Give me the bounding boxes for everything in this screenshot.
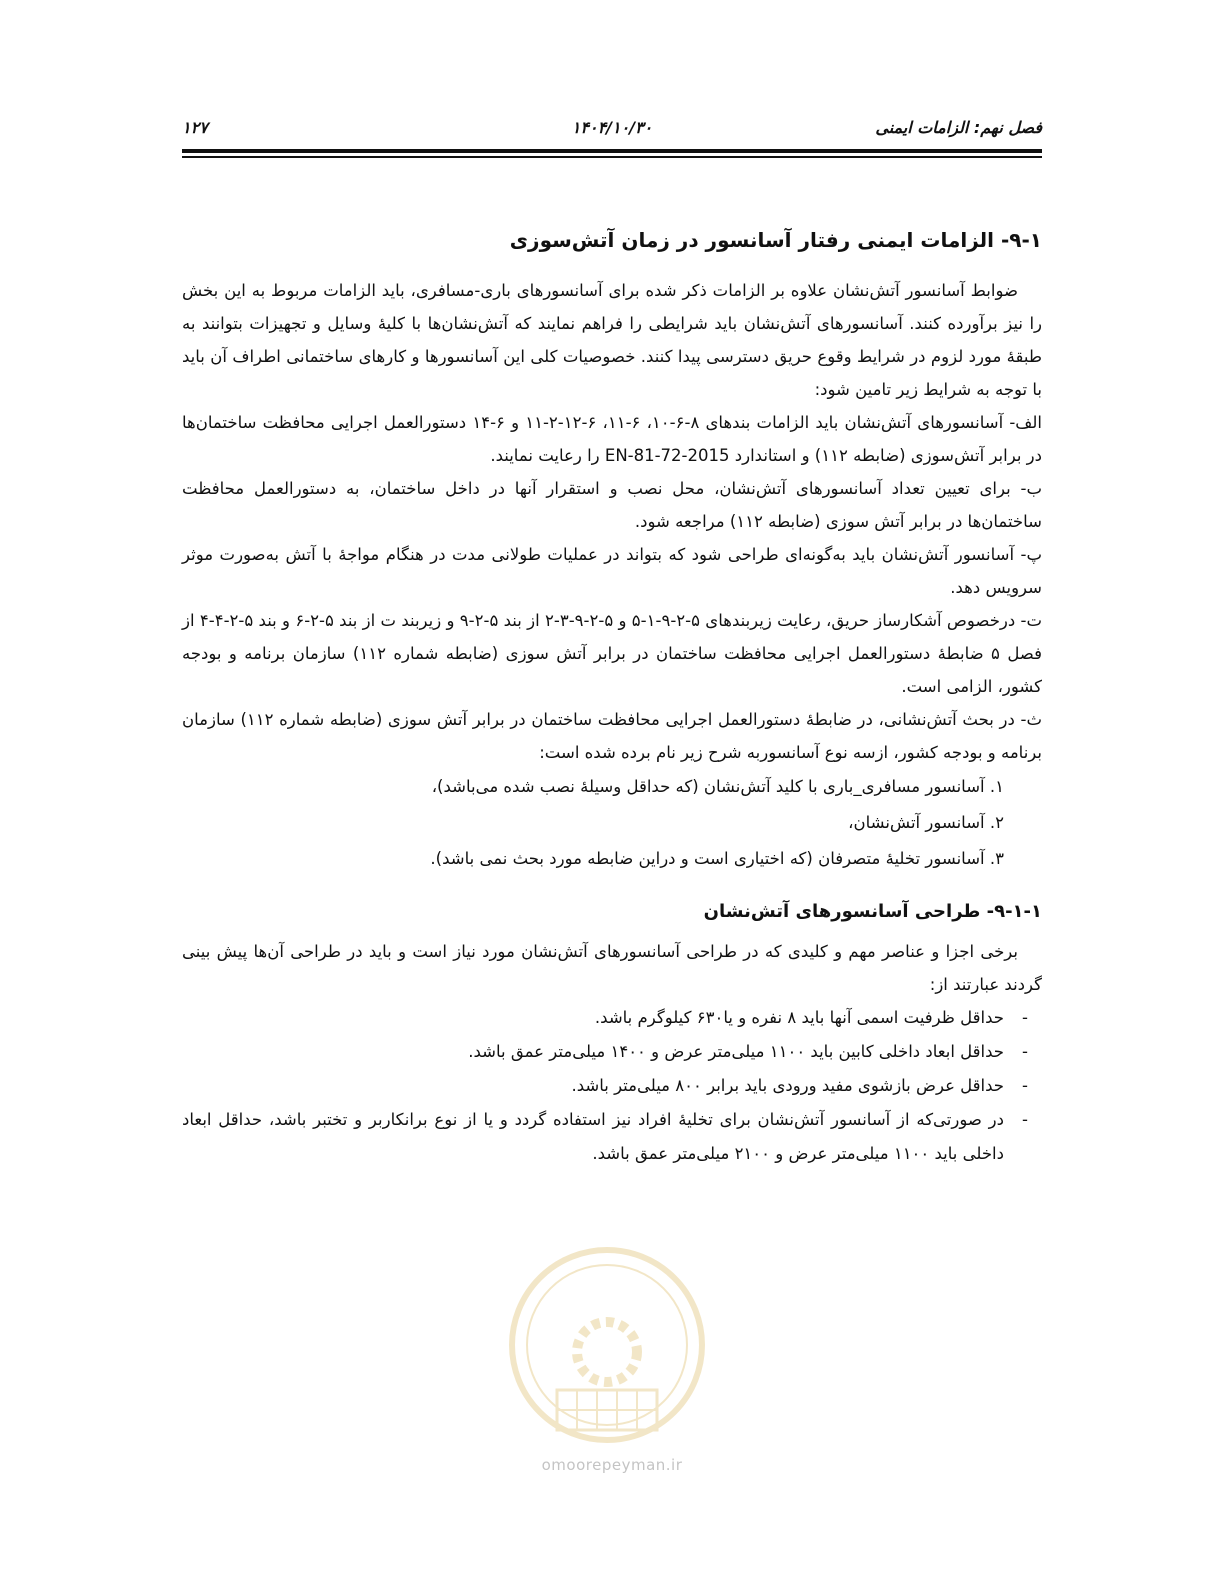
- section-heading: ۹-۱- الزامات ایمنی رفتار آسانسور در زمان آتش‌سوزی: [509, 228, 1042, 252]
- list-item: - در صورتی‌که از آسانسور آتش‌نشان برای تخلیهٔ افراد نیز استفاده گردد و یا از نوع برانکاربر و تختبر باشد، حداقل ابعاد داخلی باید ۱۱۰۰ میلی‌متر عرض و ۲۱۰۰ میلی‌متر عمق باشد.: [182, 1103, 1028, 1171]
- list-item: - حداقل عرض بازشوی مفید ورودی باید برابر ۸۰۰ میلی‌متر باشد.: [182, 1069, 1028, 1103]
- requirement-item-se: ث- در بحث آتش‌نشانی، در ضابطهٔ دستورالعمل اجرایی محافظت ساختمان در برابر آتش سوزی (ضابطه شماره ۱۱۲) سازمان برنامه و بودجه کشور، ازسه نوع آسانسوربه شرح زیر نام برده شده است:: [182, 710, 1042, 762]
- watermark-url: omoorepeyman.ir: [541, 1456, 683, 1474]
- requirement-item-alef: الف- آسانسورهای آتش‌نشان باید الزامات بندهای ۸-۶-۱۰، ۶-۱۱، ۶-۱۲-۲-۱۱ و ۶-۱۴ دستورالعمل اجرایی محافظت ساختمان‌ها در برابر آتش‌سوزی (ضابطه ۱۱۲) و استاندارد EN-81-72-2015 را رعایت نمایند.: [182, 413, 1042, 465]
- list-item: ۲. آسانسور آتش‌نشان،: [848, 813, 1004, 832]
- page-header: [182, 118, 1042, 148]
- watermark-logo-icon: [502, 1240, 712, 1460]
- subsection-intro-paragraph: برخی اجزا و عناصر مهم و کلیدی که در طراحی آسانسورهای آتش‌نشان مورد نیاز است و باید در طراحی آن‌ها پیش بینی گردند عبارتند از:: [182, 942, 1042, 994]
- requirement-item-te: ت- درخصوص آشکارساز حریق، رعایت زیربندهای ۵-۲-۹-۱-۵ و ۵-۲-۹-۳-۲ از بند ۵-۲-۹ و زیربند ت از بند ۵-۲-۶ و بند ۵-۲-۴-۴ از فصل ۵ ضابطهٔ دستورالعمل اجرایی محافظت ساختمان در برابر آتش سوزی (ضابطه شماره ۱۱۲) سازمان برنامه و بودجه کشور، الزامی است.: [182, 611, 1043, 696]
- chapter-title: فصل نهم: الزامات ایمنی: [875, 118, 1042, 137]
- header-rule-thick: [182, 149, 1042, 153]
- page-body: [182, 222, 1042, 1171]
- header-rule-thin: [182, 156, 1042, 158]
- list-item: ۳. آسانسور تخلیهٔ متصرفان (که اختیاری است و دراین ضابطه مورد بحث نمی باشد).: [430, 849, 1004, 868]
- section-intro-paragraph: ضوابط آسانسور آتش‌نشان علاوه بر الزامات ذکر شده برای آسانسورهای باری-مسافری، باید الزامات مربوط به این بخش را نیز برآورده کنند. آسانسورهای آتش‌نشان باید شرایطی را فراهم نمایند که آتش‌نشان‌ها با کلیهٔ وسایل و تجهیزات بتوانند به طبقهٔ مورد لزوم در شرایط وقوع حریق دسترسی پیدا کنند. خصوصیات کلی این آسانسورها و کارهای ساختمانی اطراف آن باید با توجه به شرایط زیر تامین شود:: [182, 281, 1042, 399]
- header-date: ۱۴۰۴/۱۰/۳۰: [571, 118, 653, 137]
- requirement-item-pe: پ- آسانسور آتش‌نشان باید به‌گونه‌ای طراحی شود که بتواند در عملیات طولانی مدت در هنگام مواجهٔ با آتش به‌صورت موثر سرویس دهد.: [182, 545, 1042, 597]
- design-requirements-list: [182, 1001, 1042, 1171]
- list-item: - حداقل ابعاد داخلی کابین باید ۱۱۰۰ میلی‌متر عرض و ۱۴۰۰ میلی‌متر عمق باشد.: [182, 1035, 1028, 1069]
- page-number: ۱۲۷: [182, 118, 208, 137]
- requirement-item-be: ب- برای تعیین تعداد آسانسورهای آتش‌نشان، محل نصب و استقرار آنها در داخل ساختمان، به دستورالعمل محافظت ساختمان‌ها در برابر آتش سوزی (ضابطه ۱۱۲) مراجعه شود.: [182, 479, 1042, 531]
- list-item: ۱. آسانسور مسافری_باری با کلید آتش‌نشان (که حداقل وسیلهٔ نصب شده می‌باشد)،: [431, 777, 1004, 796]
- elevator-types-list: [182, 769, 1042, 877]
- list-item: - حداقل ظرفیت اسمی آنها باید ۸ نفره و یا۶۳۰ کیلوگرم باشد.: [182, 1001, 1028, 1035]
- subsection-heading: ۹-۱-۱- طراحی آسانسورهای آتش‌نشان: [703, 901, 1042, 922]
